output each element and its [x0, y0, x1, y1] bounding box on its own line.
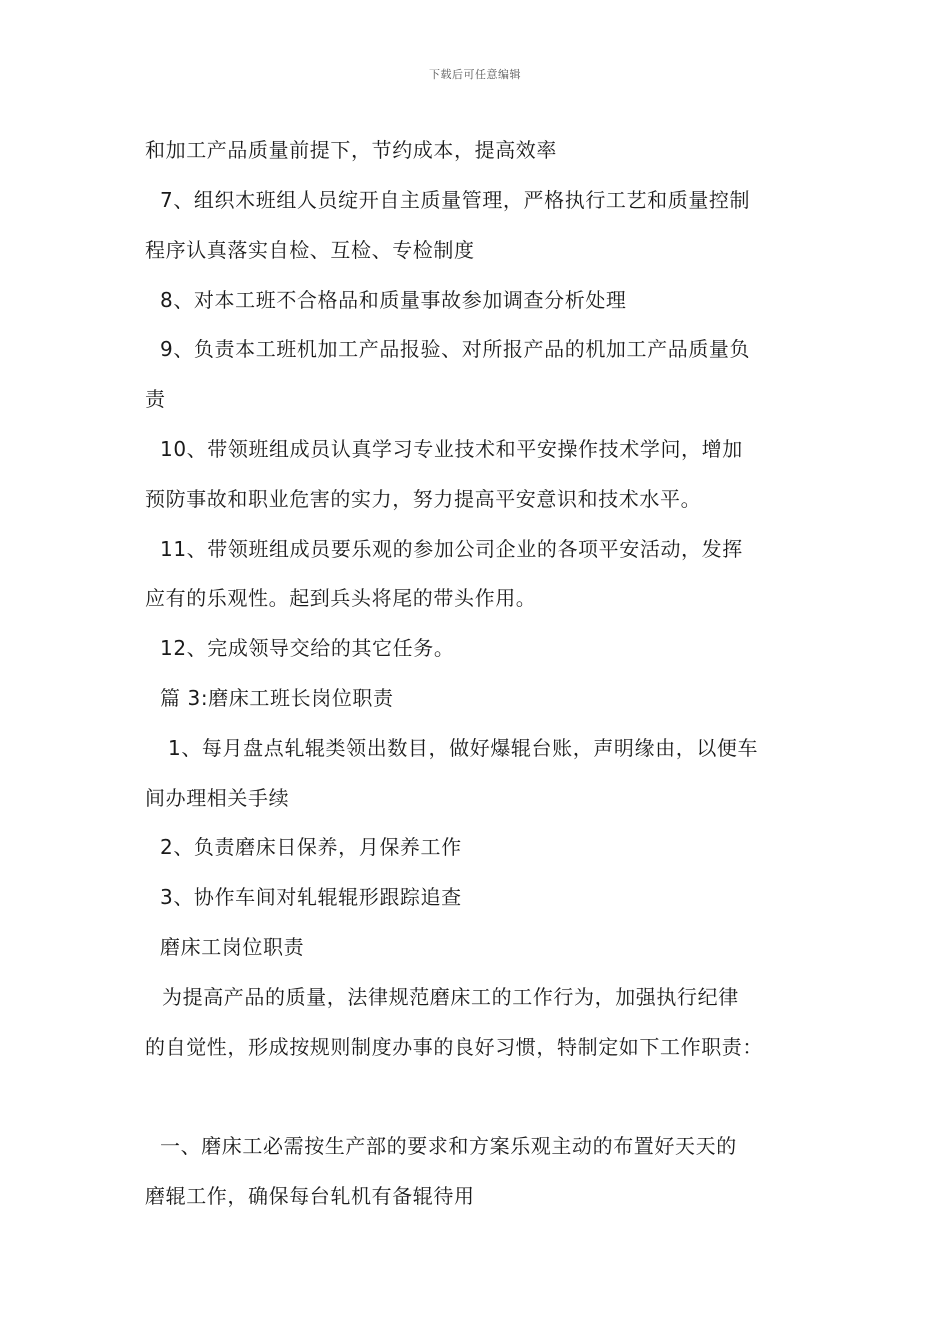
text-line-16: 3、协作车间对轧辊辊形跟踪追查	[160, 885, 462, 909]
text-line-21: 磨辊工作，确保每台轧机有备辊待用	[145, 1184, 475, 1208]
text-line-8: 预防事故和职业危害的实力，努力提高平安意识和技术水平。	[145, 487, 702, 511]
text-line-10: 应有的乐观性。起到兵头将尾的带头作用。	[145, 586, 537, 610]
text-line-15: 2、负责磨床日保养，月保养工作	[160, 835, 462, 859]
section-title-3: 篇 3:磨床工班长岗位职责	[160, 686, 394, 710]
page-header: 下载后可任意编辑	[429, 68, 521, 81]
text-line-3: 程序认真落实自检、互检、专检制度	[145, 238, 475, 262]
text-line-1: 和加工产品质量前提下，节约成本，提高效率	[145, 138, 557, 162]
text-line-20: 一、磨床工必需按生产部的要求和方案乐观主动的布置好天天的	[160, 1134, 737, 1158]
text-line-14: 间办理相关手续	[145, 786, 290, 810]
text-line-18: 为提高产品的质量，法律规范磨床工的工作行为，加强执行纪律	[162, 985, 739, 1009]
text-line-2: 7、组织木班组人员绽开自主质量管理，严格执行工艺和质量控制	[160, 188, 751, 212]
section-title-grinder: 磨床工岗位职责	[160, 935, 305, 959]
text-line-6: 责	[145, 387, 166, 411]
text-line-7: 10、带领班组成员认真学习专业技术和平安操作技术学问，增加	[160, 437, 743, 461]
text-line-11: 12、完成领导交给的其它任务。	[160, 636, 455, 660]
text-line-9: 11、带领班组成员要乐观的参加公司企业的各项平安活动，发挥	[160, 537, 743, 561]
text-line-13: 1、每月盘点轧辊类领出数目，做好爆辊台账，声明缘由，以便车	[168, 736, 759, 760]
text-line-4: 8、对本工班不合格品和质量事故参加调查分析处理	[160, 288, 627, 312]
text-line-5: 9、负责本工班机加工产品报验、对所报产品的机加工产品质量负	[160, 337, 751, 361]
text-line-19: 的自觉性，形成按规则制度办事的良好习惯，特制定如下工作职责：	[145, 1035, 763, 1059]
